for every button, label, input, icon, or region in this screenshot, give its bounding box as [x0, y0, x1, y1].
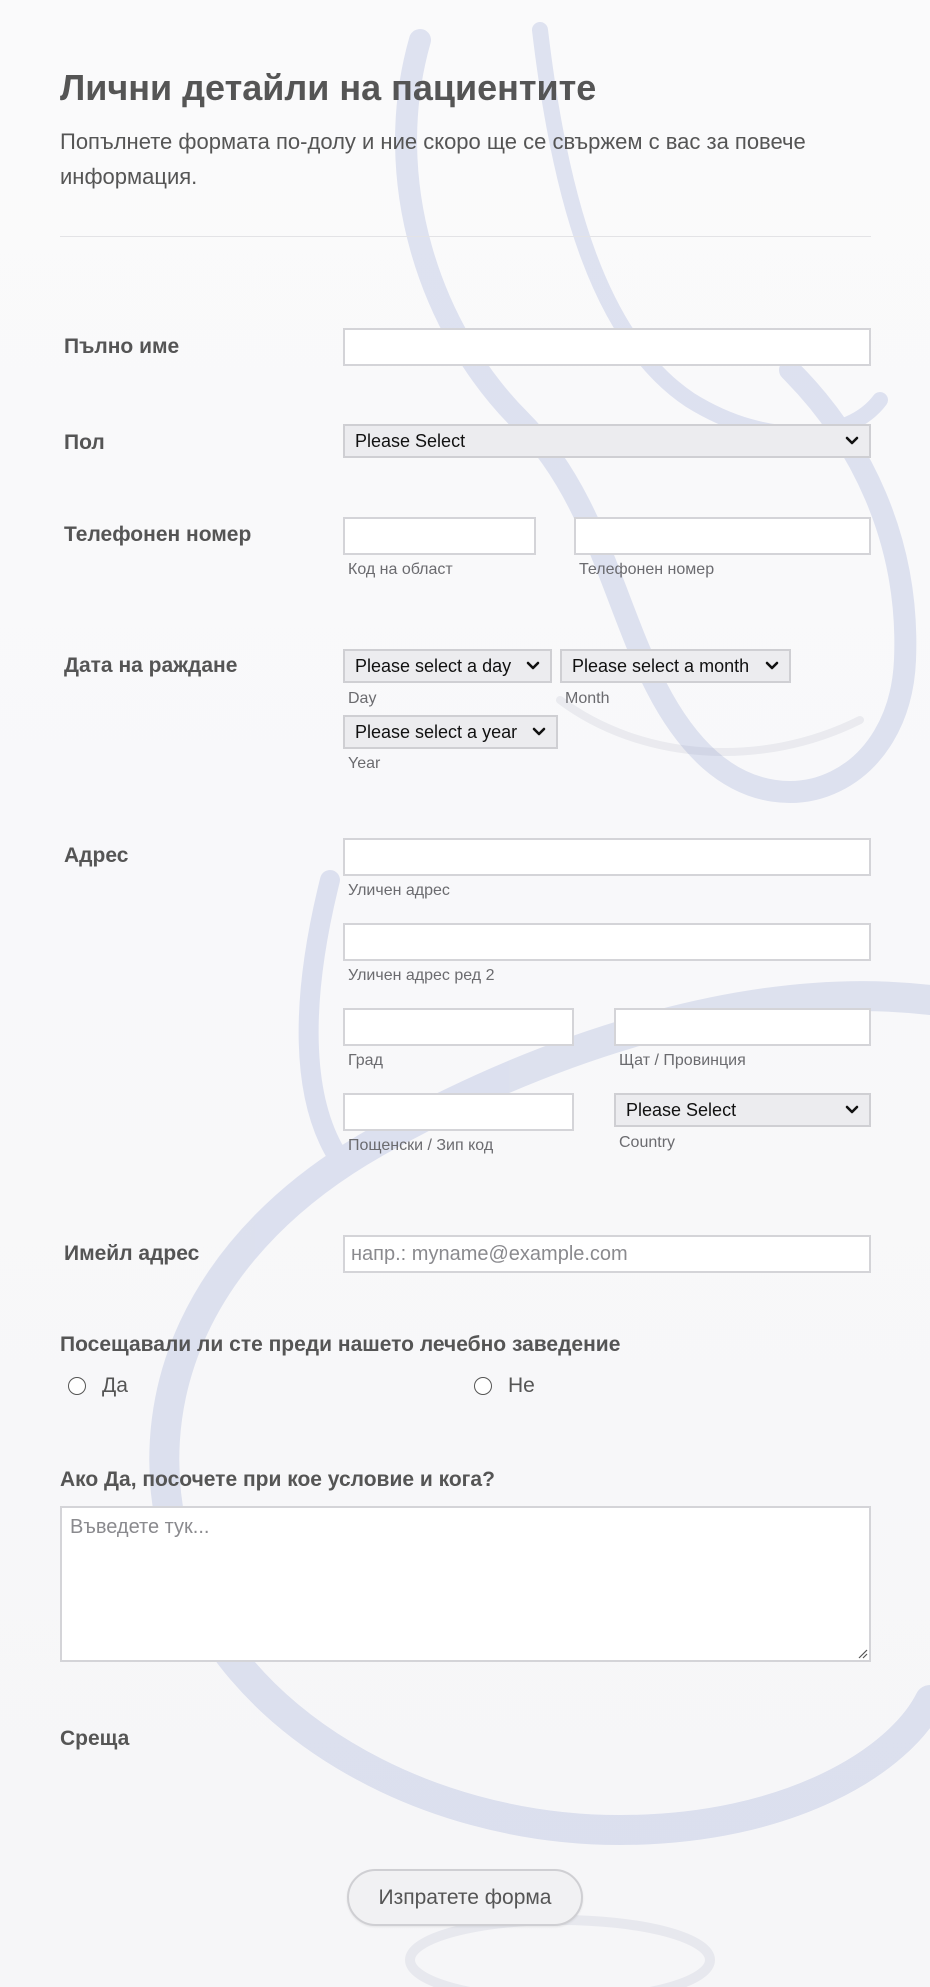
- chevron-down-icon: [845, 1105, 859, 1115]
- state-province-sublabel: Щат / Провинция: [619, 1052, 746, 1069]
- chevron-down-icon: [526, 661, 540, 671]
- visited-yes-label: Да: [102, 1374, 128, 1397]
- resize-grip-icon[interactable]: [857, 1648, 868, 1659]
- phone-area-code-sublabel: Код на област: [348, 561, 453, 578]
- birth-day-sublabel: Day: [348, 690, 377, 707]
- street-address-line2-input[interactable]: [343, 923, 871, 961]
- condition-textarea[interactable]: [60, 1506, 871, 1662]
- birth-date-label: Дата на раждане: [64, 654, 238, 677]
- country-sublabel: Country: [619, 1134, 676, 1151]
- email-label: Имейл адрес: [64, 1242, 200, 1265]
- birth-day-select[interactable]: [343, 649, 552, 683]
- header-divider: [60, 236, 871, 237]
- phone-number-input[interactable]: [574, 517, 871, 555]
- street-address-line2-sublabel: Уличен адрес ред 2: [348, 967, 495, 984]
- address-label: Адрес: [64, 844, 129, 867]
- form-title: Лични детайли на пациентите: [60, 67, 597, 108]
- street-address-sublabel: Уличен адрес: [348, 882, 450, 899]
- phone-number-sublabel: Телефонен номер: [579, 561, 715, 578]
- form-subtitle: Попълнете формата по-долу и ние скоро ще се свържем с вас за повече информация.: [60, 129, 806, 189]
- gender-select-value: Please Select: [355, 430, 466, 451]
- visited-yes-radio[interactable]: [68, 1377, 86, 1395]
- postal-code-input[interactable]: [343, 1093, 574, 1131]
- street-address-input[interactable]: [343, 838, 871, 876]
- visited-no-option[interactable]: [474, 1374, 535, 1398]
- gender-select[interactable]: [343, 424, 871, 458]
- phone-area-code-input[interactable]: [343, 517, 536, 555]
- country-select[interactable]: [614, 1093, 871, 1127]
- chevron-down-icon: [765, 661, 779, 671]
- phone-label: Телефонен номер: [64, 523, 252, 546]
- country-select-value: Please Select: [626, 1099, 737, 1120]
- email-input[interactable]: [343, 1235, 871, 1273]
- birth-day-select-value: Please select a day: [355, 655, 512, 676]
- birth-year-sublabel: Year: [348, 755, 381, 772]
- city-sublabel: Град: [348, 1052, 383, 1069]
- postal-code-sublabel: Пощенски / Зип код: [348, 1137, 494, 1154]
- city-input[interactable]: [343, 1008, 574, 1046]
- condition-label: Ако Да, посочете при кое условие и кога?: [60, 1468, 495, 1491]
- birth-year-select-value: Please select a year: [355, 721, 518, 742]
- gender-label: Пол: [64, 431, 105, 454]
- chevron-down-icon: [532, 727, 546, 737]
- visited-before-label: Посещавали ли сте преди нашето лечебно заведение: [60, 1333, 621, 1356]
- visited-no-radio[interactable]: [474, 1377, 492, 1395]
- submit-button[interactable]: Изпратете форма: [347, 1869, 583, 1926]
- visited-no-label: Не: [508, 1374, 535, 1397]
- birth-year-select[interactable]: [343, 715, 558, 749]
- full-name-label: Пълно име: [64, 335, 180, 358]
- birth-month-select[interactable]: [560, 649, 791, 683]
- birth-month-sublabel: Month: [565, 690, 610, 707]
- full-name-input[interactable]: [343, 328, 871, 366]
- state-province-input[interactable]: [614, 1008, 871, 1046]
- birth-month-select-value: Please select a month: [572, 655, 750, 676]
- visited-yes-option[interactable]: [68, 1374, 128, 1398]
- chevron-down-icon: [845, 436, 859, 446]
- appointment-label: Среща: [60, 1727, 130, 1750]
